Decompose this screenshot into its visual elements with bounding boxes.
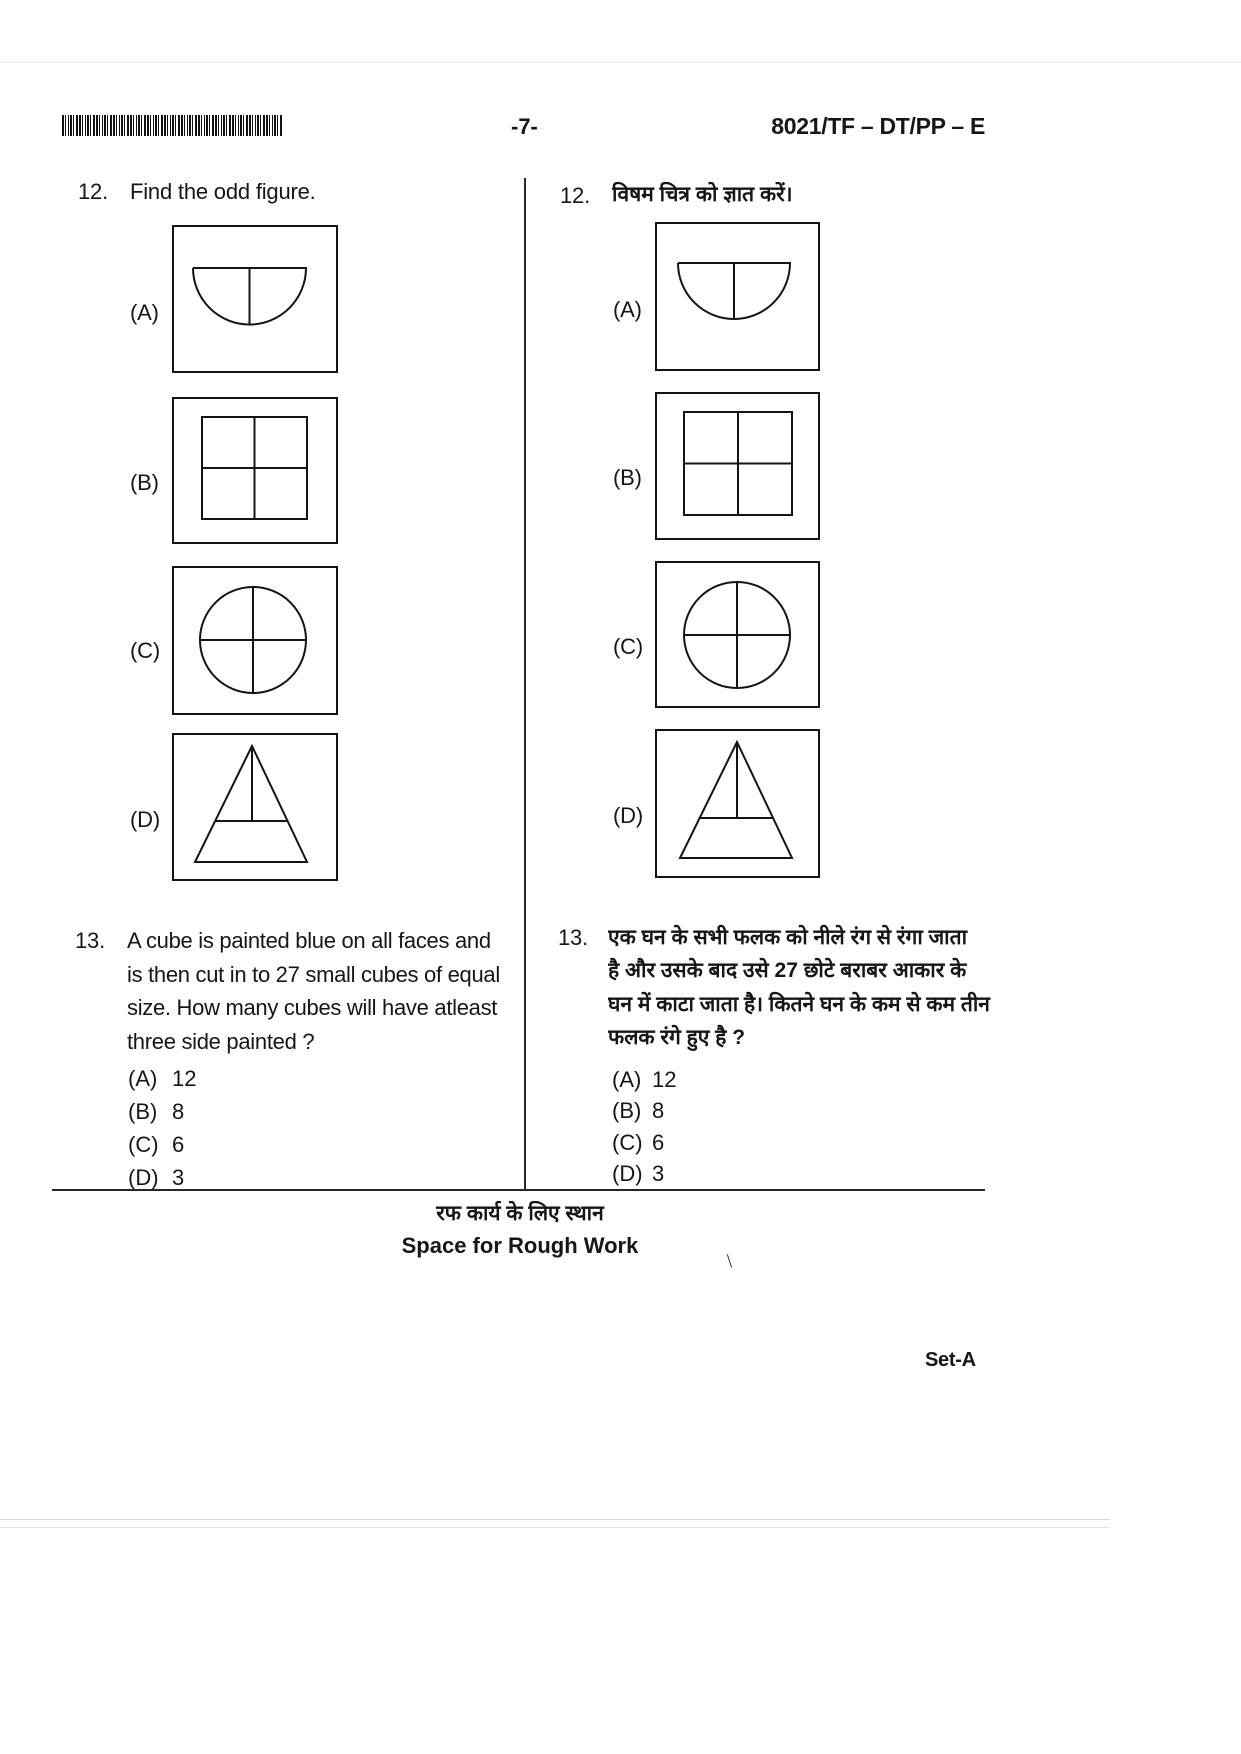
option-label: (B)	[612, 1098, 642, 1124]
option-value: 12	[172, 1066, 197, 1091]
option-d	[128, 1161, 196, 1194]
figure-d-triangle	[172, 733, 338, 881]
question-line: A cube is painted blue on all faces and	[127, 928, 491, 953]
rough-work-heading: Space for Rough Work	[401, 1233, 639, 1258]
option-label: (D)	[612, 1160, 643, 1186]
scan-edge-line	[0, 1519, 1110, 1520]
question-line: है और उसके बाद उसे 27 छोटे बराबर आकार के	[608, 959, 967, 983]
option-label: (B)	[128, 1099, 158, 1124]
question-line: एक घन के सभी फलक को नीले रंग से रंगा जाता	[608, 926, 968, 949]
question-line: फलक रंगे हुए है ?	[608, 1025, 746, 1049]
page-number: -7-	[511, 114, 538, 139]
option-label: (A)	[612, 1067, 642, 1092]
option-label: (A)	[128, 1066, 158, 1091]
option-d	[612, 1158, 676, 1189]
option-b-label: (B)	[130, 470, 159, 495]
question-line: घन में काटा जाता है। कितने घन के कम से कम तीन	[608, 992, 990, 1016]
question-13-number-hindi: 13.	[558, 925, 588, 950]
option-a-label-hindi: (A)	[613, 297, 642, 322]
scan-edge-line	[0, 1527, 1110, 1528]
option-c-label-hindi: (C)	[613, 634, 643, 659]
option-b	[612, 1095, 676, 1126]
question-line: size. How many cubes will have atleast	[127, 995, 498, 1021]
option-d-label-hindi: (D)	[613, 803, 643, 828]
question-12-text-hindi: विषम चित्र को ज्ञात करें।	[612, 183, 793, 206]
figure-frame	[173, 226, 337, 372]
figure-c-circle	[172, 566, 338, 715]
option-value: 8	[172, 1099, 185, 1124]
option-value: 8	[652, 1098, 665, 1124]
option-c-label: (C)	[130, 638, 160, 663]
option-value: 3	[652, 1160, 665, 1186]
question-12-number-hindi: 12.	[560, 183, 590, 208]
question-13-options-hindi	[612, 1064, 676, 1189]
option-label: (C)	[612, 1129, 643, 1155]
option-a-label: (A)	[130, 300, 159, 325]
option-a	[128, 1062, 196, 1095]
figure-a-semicircle	[172, 225, 338, 373]
paper-code: 8021/TF – DT/PP – E	[771, 113, 985, 139]
figure-c-circle-hindi	[655, 561, 820, 708]
question-13-text-hindi	[608, 921, 1068, 1054]
option-b	[128, 1095, 196, 1128]
figure-frame	[656, 223, 819, 370]
question-13-options	[128, 1062, 196, 1194]
option-label: (C)	[128, 1132, 159, 1157]
option-label: (D)	[128, 1165, 159, 1190]
option-value: 6	[172, 1132, 185, 1157]
set-label: Set-A	[925, 1349, 976, 1371]
option-d-label: (D)	[130, 807, 160, 832]
option-a	[612, 1064, 676, 1095]
column-divider	[524, 178, 526, 1190]
figure-a-semicircle-hindi	[655, 222, 820, 371]
figure-b-square-hindi	[655, 392, 820, 540]
question-line: is then cut in to 27 small cubes of equal	[127, 961, 500, 987]
figure-b-square	[172, 397, 338, 544]
question-line: three side painted ?	[127, 1029, 315, 1055]
scan-edge-line	[0, 62, 1241, 63]
option-value: 12	[652, 1067, 677, 1092]
figure-d-triangle-hindi	[655, 729, 820, 878]
question-12-text: Find the odd figure.	[130, 179, 316, 204]
barcode	[62, 115, 282, 136]
option-value: 3	[172, 1165, 185, 1190]
option-value: 6	[652, 1129, 665, 1155]
question-13-number: 13.	[75, 928, 105, 953]
question-12-number: 12.	[78, 179, 108, 204]
option-c	[612, 1127, 676, 1158]
rough-work-heading-hindi: रफ कार्य के लिए स्थान	[436, 1202, 604, 1225]
question-13-text	[127, 924, 500, 1059]
option-c	[128, 1128, 196, 1161]
option-b-label-hindi: (B)	[613, 465, 642, 490]
